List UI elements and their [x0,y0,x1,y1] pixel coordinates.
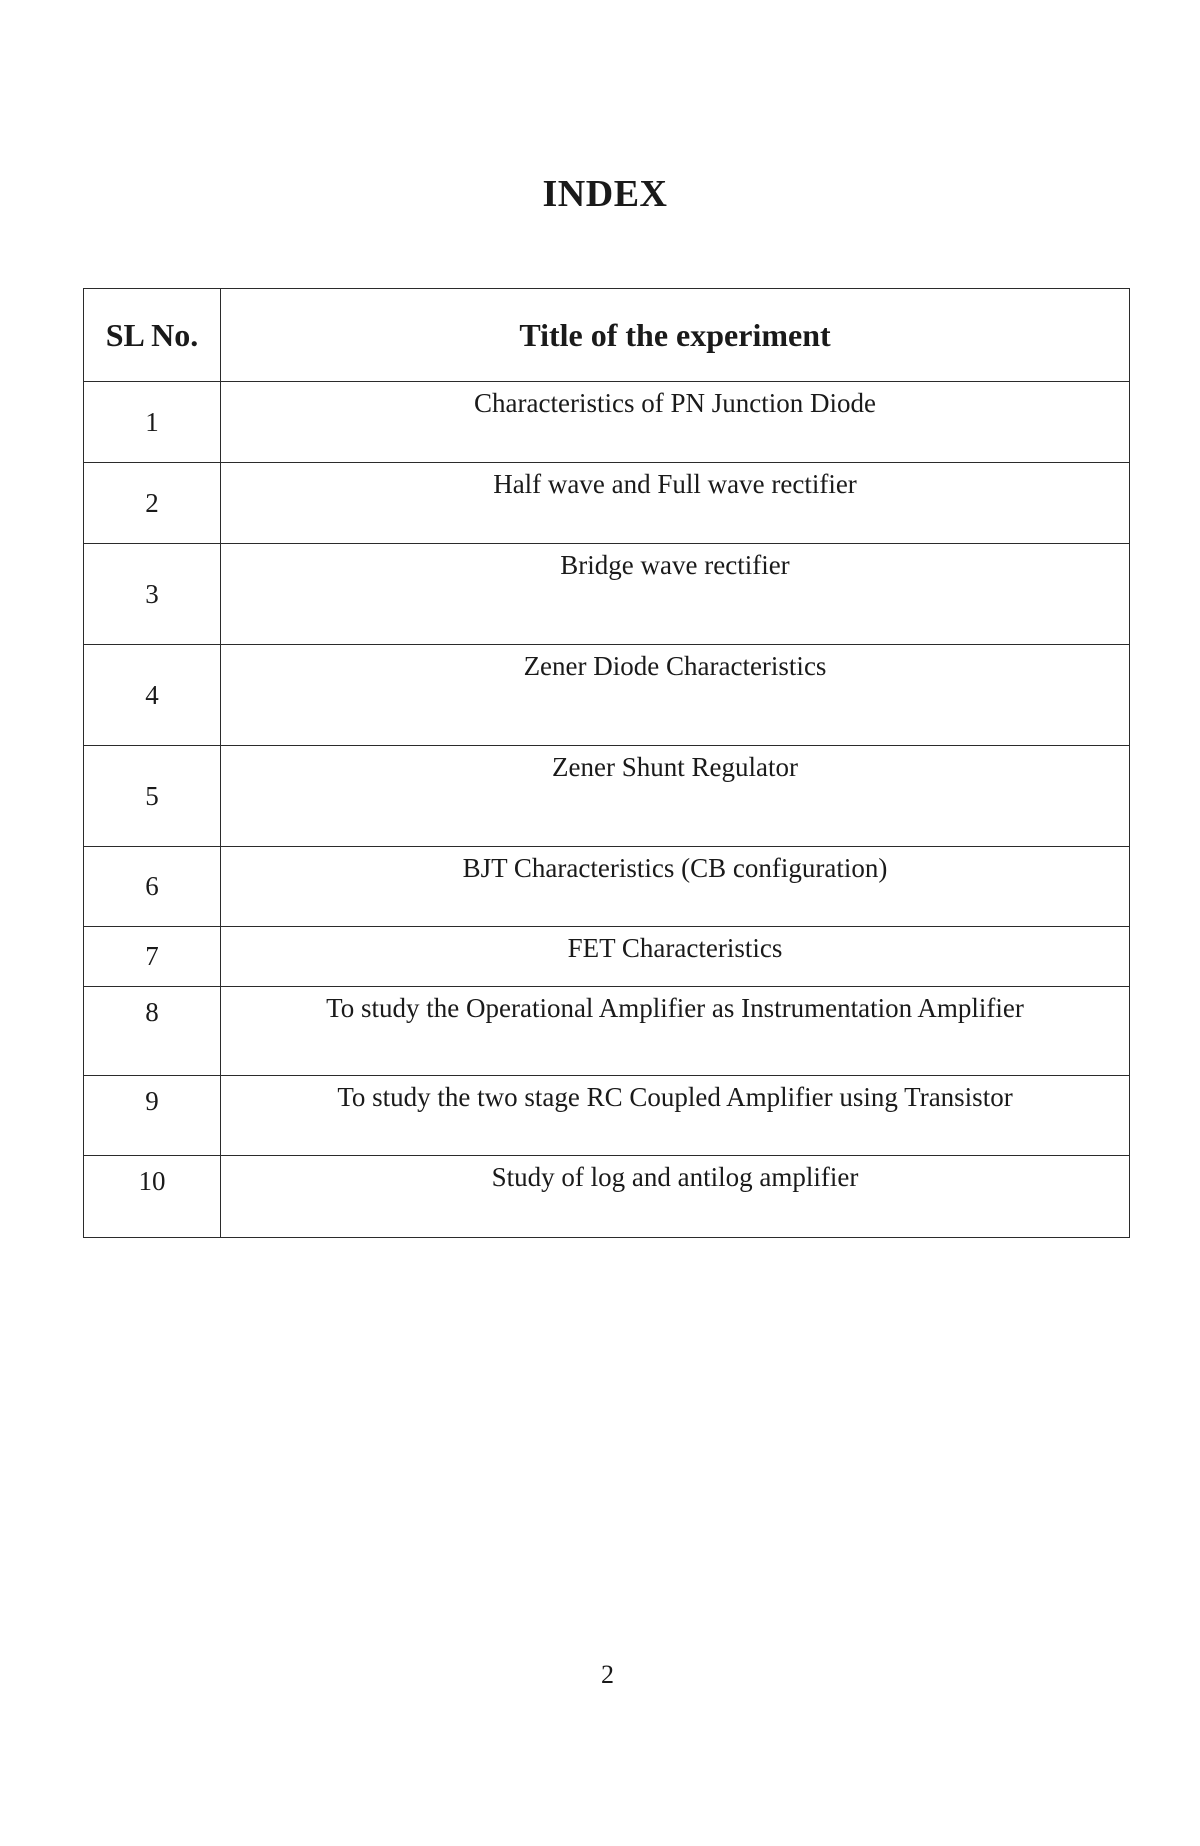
experiment-title: Bridge wave rectifier [221,544,1130,645]
experiment-title: To study the two stage RC Coupled Amplifier using Transistor [221,1076,1130,1156]
experiment-title: Characteristics of PN Junction Diode [221,382,1130,463]
table-row [84,645,1130,746]
table-row [84,746,1130,847]
sl-number: 8 [84,987,221,1076]
table-row [84,1156,1130,1238]
table-row [84,927,1130,987]
experiment-title: Zener Diode Characteristics [221,645,1130,746]
header-title: Title of the experiment [221,289,1130,382]
experiment-title: Zener Shunt Regulator [221,746,1130,847]
experiment-title: Study of log and antilog amplifier [221,1156,1130,1238]
table-header-row [84,289,1130,382]
table-row [84,463,1130,544]
sl-number: 9 [84,1076,221,1156]
sl-number: 4 [84,645,221,746]
sl-number: 10 [84,1156,221,1238]
experiment-title: Half wave and Full wave rectifier [221,463,1130,544]
table-row [84,987,1130,1076]
page-number: 2 [601,1660,614,1689]
sl-number: 6 [84,847,221,927]
table-row [84,544,1130,645]
table-row [84,1076,1130,1156]
index-table [83,288,1130,1238]
sl-number: 5 [84,746,221,847]
sl-number: 3 [84,544,221,645]
experiment-title: FET Characteristics [221,927,1130,987]
header-sl-no: SL No. [84,289,221,382]
table-row [84,382,1130,463]
page-title: INDEX [542,173,668,215]
table-row [84,847,1130,927]
experiment-title: To study the Operational Amplifier as Instrumentation Amplifier [221,987,1130,1076]
sl-number: 1 [84,382,221,463]
experiment-title: BJT Characteristics (CB configuration) [221,847,1130,927]
sl-number: 7 [84,927,221,987]
sl-number: 2 [84,463,221,544]
